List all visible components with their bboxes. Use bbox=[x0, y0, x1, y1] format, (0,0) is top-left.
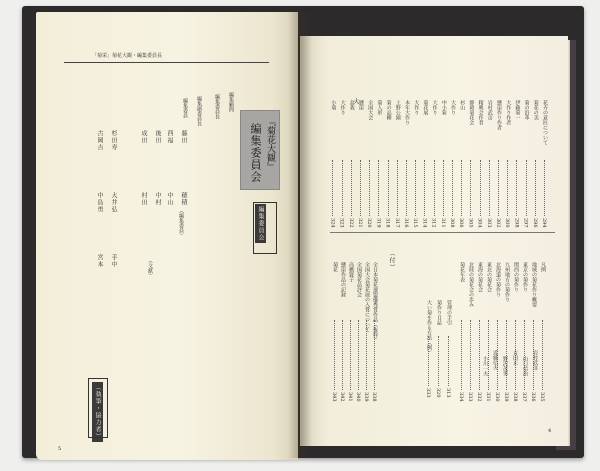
toc-entry-title: 全国大会 bbox=[367, 100, 374, 120]
book-gutter bbox=[288, 12, 312, 458]
toc-leader-dots bbox=[406, 160, 407, 216]
toc-entry-page: 296 bbox=[531, 218, 538, 228]
toc-entry-page: 302 bbox=[495, 218, 501, 228]
toc-leader-dots bbox=[369, 160, 370, 216]
toc-entry-page: 322 bbox=[347, 218, 354, 228]
toc-entry-title: 大作り bbox=[431, 100, 438, 115]
heading-appendix: （付） bbox=[388, 250, 395, 271]
toc-entry-page: 339 bbox=[363, 392, 369, 402]
toc-entry-title: 懸崖作品の記録 bbox=[340, 262, 346, 297]
toc-entry-page: 311 bbox=[439, 218, 446, 228]
toc-author: 岩村武彦 bbox=[532, 350, 538, 370]
column-header: 編集委員長 bbox=[214, 94, 220, 119]
title-brand: 『菊花大観』 bbox=[265, 117, 275, 171]
toc-leader-dots bbox=[480, 160, 481, 216]
committee-label: 編集委員会 bbox=[257, 206, 264, 241]
toc-entry-title: 東北の菊花会 bbox=[486, 262, 492, 292]
toc-entry-page: 323 bbox=[338, 218, 345, 228]
toc-entry-page: 308 bbox=[449, 218, 455, 228]
toc-entry-page: 294 bbox=[541, 218, 547, 228]
staff-name: 成田 bbox=[140, 130, 147, 144]
toc-entry-page: 318 bbox=[384, 218, 391, 228]
staff-name: 中山 bbox=[166, 192, 173, 206]
toc-entry-title: 北海道の菊作り bbox=[495, 262, 501, 297]
other-label: （編集委員） bbox=[178, 208, 184, 238]
toc-entry-page: 331 bbox=[485, 392, 491, 402]
staff-name: 穂積 bbox=[180, 192, 187, 206]
toc-entry-page: 343 bbox=[331, 392, 337, 402]
toc-entry-page: 313 bbox=[445, 388, 451, 398]
staff-name: 宮本 bbox=[96, 254, 103, 268]
toc-leader-dots bbox=[424, 160, 425, 216]
toc-leader-dots bbox=[334, 320, 335, 390]
toc-entry-page: 341 bbox=[347, 392, 353, 402]
toc-entry-page: 333 bbox=[467, 392, 473, 402]
toc-entry-page: 304 bbox=[476, 218, 483, 228]
toc-entry-title: 懸崖 bbox=[358, 100, 364, 110]
toc-entry-page: 319 bbox=[375, 218, 382, 228]
toc-entry-title: 懸崖作り作者 bbox=[496, 100, 502, 130]
toc-leader-dots bbox=[470, 320, 471, 390]
toc-entry-title: 中小菊 bbox=[440, 100, 447, 115]
toc-leader-dots bbox=[535, 160, 536, 216]
toc-entry-title: 小菊 bbox=[330, 100, 337, 110]
toc-leader-dots bbox=[415, 160, 416, 216]
section-rule bbox=[330, 232, 555, 233]
toc-entry-title: 東海の菊花会 bbox=[477, 262, 483, 292]
toc-entry-title: 菊花年表 bbox=[459, 262, 465, 282]
staff-name: 藤田 bbox=[180, 130, 187, 144]
toc-entry-title: 精興会作者 bbox=[477, 100, 484, 125]
toc-leader-dots bbox=[360, 160, 361, 216]
toc-leader-dots bbox=[397, 160, 398, 216]
toc-entry-title: 菊の沿革 bbox=[523, 100, 530, 120]
toc-entry-page: 339 bbox=[503, 392, 509, 402]
toc-entry-page: 342 bbox=[339, 392, 345, 402]
toc-leader-dots bbox=[366, 320, 367, 390]
staff-name: 西福 bbox=[166, 130, 173, 144]
toc-entry-page: 333 bbox=[425, 388, 431, 398]
toc-entry-title: 盆栽 bbox=[348, 100, 355, 110]
toc-entry-page: 336 bbox=[530, 392, 536, 402]
toc-entry-page: 330 bbox=[494, 392, 500, 402]
toc-entry-page: 337 bbox=[521, 392, 527, 402]
toc-entry-title: 菊人形 bbox=[376, 100, 383, 115]
toc-entry-page: 316 bbox=[403, 218, 409, 228]
right-page bbox=[300, 36, 568, 446]
toc-entry-title: 大作り bbox=[413, 100, 420, 115]
staff-name: 中村 bbox=[154, 192, 161, 206]
toc-entry-page: 303 bbox=[485, 218, 492, 228]
toc-leader-dots bbox=[388, 160, 389, 216]
staff-name: 後田 bbox=[154, 130, 161, 144]
column-header: 編集委員 bbox=[182, 98, 188, 118]
toc-entry-page: 324 bbox=[329, 218, 336, 228]
toc-entry-title: 菊作り日誌 bbox=[436, 300, 442, 325]
toc-entry-title: 関西の菊作り bbox=[513, 262, 519, 292]
toc-entry-title: 菊花展 bbox=[422, 100, 429, 115]
toc-entry-page: 335 bbox=[539, 392, 545, 402]
column-header: 編集副委員長 bbox=[196, 96, 202, 126]
toc-entry-title: 全国菊花品評会 bbox=[356, 262, 362, 297]
toc-entry-title: 岩村武彦 bbox=[486, 100, 493, 120]
toc-author: 近藤信夫 bbox=[492, 350, 498, 370]
toc-entry-page: 320 bbox=[435, 388, 441, 398]
other-label2: （文献） bbox=[147, 258, 153, 278]
staff-name: 杉田寿 bbox=[110, 130, 117, 151]
toc-entry-page: 320 bbox=[366, 218, 373, 228]
heading-main: 大 bbox=[352, 98, 359, 105]
title-main: 編集委員会 bbox=[249, 123, 262, 183]
toc-entry-title: 杉山 bbox=[459, 100, 466, 110]
toc-author: 野沢茂男 bbox=[502, 356, 508, 376]
toc-leader-dots bbox=[498, 160, 499, 216]
toc-leader-dots bbox=[488, 320, 489, 390]
toc-entry-page: 338 bbox=[371, 392, 377, 402]
toc-author: 山口信治 bbox=[522, 356, 528, 376]
toc-leader-dots bbox=[434, 160, 435, 216]
staff-name: 村田 bbox=[140, 192, 147, 206]
staff-name: 中島勇 bbox=[96, 192, 103, 213]
left-page-number: 5 bbox=[58, 446, 62, 452]
toc-leader-dots bbox=[358, 320, 359, 390]
toc-leader-dots bbox=[526, 160, 527, 216]
toc-entry-title: 凡例 bbox=[540, 262, 546, 272]
toc-leader-dots bbox=[542, 320, 543, 390]
toc-entry-title: 高橋賢子 bbox=[348, 262, 354, 282]
toc-leader-dots bbox=[378, 160, 379, 216]
toc-leader-dots bbox=[342, 160, 343, 216]
column-header: 編集顧問 bbox=[228, 92, 234, 112]
staff-name: 古岡吉 bbox=[96, 130, 103, 151]
toc-leader-dots bbox=[448, 336, 449, 386]
toc-entry-title: 大作り作者 bbox=[505, 100, 512, 125]
toc-leader-dots bbox=[470, 160, 471, 216]
toc-entry-title: 花卉の意匠について bbox=[542, 100, 548, 145]
toc-leader-dots bbox=[479, 320, 480, 390]
toc-entry-page: 305 bbox=[467, 218, 474, 228]
toc-entry-page: 334 bbox=[458, 392, 464, 402]
toc-leader-dots bbox=[489, 160, 490, 216]
toc-entry-page: 338 bbox=[512, 392, 518, 402]
toc-leader-dots bbox=[544, 160, 545, 216]
toc-leader-dots bbox=[443, 160, 444, 216]
toc-entry-page: 317 bbox=[393, 218, 400, 228]
toc-leader-dots bbox=[516, 160, 517, 216]
toc-leader-dots bbox=[461, 160, 462, 216]
toc-entry-title: 管理の手引 bbox=[446, 300, 452, 325]
toc-leader-dots bbox=[374, 320, 375, 390]
toc-entry-title: 大作り bbox=[450, 100, 456, 115]
toc-entry-title: 菊花の美 bbox=[532, 100, 539, 120]
toc-entry-page: 321 bbox=[357, 218, 363, 228]
running-header: 「菊栄」菊花大観・編集委員長 bbox=[92, 53, 163, 59]
title-box bbox=[240, 110, 280, 190]
toc-entry-page: 314 bbox=[421, 218, 428, 228]
toc-entry-title: 伊藤菊一 bbox=[514, 100, 521, 120]
toc-entry-title: 大い菊を作る方法（例） bbox=[426, 300, 432, 355]
staff-name: 大井弘 bbox=[110, 192, 117, 213]
toc-entry-page: 300 bbox=[504, 218, 511, 228]
toc-leader-dots bbox=[461, 320, 462, 390]
toc-leader-dots bbox=[438, 336, 439, 386]
toc-entry-page: 306 bbox=[458, 218, 465, 228]
toc-entry-title: 地域の菊花作り概要 bbox=[531, 262, 537, 307]
toc-entry-page: 312 bbox=[430, 218, 437, 228]
toc-entry-title: 菊の品種 bbox=[385, 100, 392, 120]
toc-entry-title: 全日本菊花連盟優秀賞作品（抜粋） bbox=[372, 262, 378, 342]
toc-entry-title: 本年大作り bbox=[404, 100, 410, 125]
toc-leader-dots bbox=[332, 160, 333, 216]
toc-leader-dots bbox=[350, 320, 351, 390]
toc-entry-title: 菊花 bbox=[332, 262, 338, 272]
staff-name: 手中 bbox=[110, 254, 117, 268]
right-page-number: 4 bbox=[548, 428, 552, 434]
toc-entry-title: 上野公園 bbox=[394, 100, 401, 120]
toc-author: 小川一夫 bbox=[482, 356, 488, 376]
header-rule bbox=[64, 62, 269, 63]
toc-entry-title: 東京の菊作り bbox=[522, 262, 528, 292]
toc-entry-title: 全国大会菊花展の入賞について bbox=[364, 262, 370, 332]
toc-leader-dots bbox=[507, 160, 508, 216]
toc-author: 吉田正 bbox=[512, 350, 518, 365]
toc-entry-title: 九州地方の菊作り bbox=[504, 262, 510, 302]
toc-leader-dots bbox=[342, 320, 343, 390]
toc-entry-page: 340 bbox=[355, 392, 361, 402]
staff-box-label: （執筆・協力者） bbox=[94, 384, 101, 440]
toc-entry-title: 静岡菊花会 bbox=[468, 100, 475, 125]
toc-leader-dots bbox=[506, 320, 507, 390]
staff-box bbox=[88, 378, 108, 438]
toc-leader-dots bbox=[452, 160, 453, 216]
toc-entry-page: 297 bbox=[522, 218, 529, 228]
toc-entry-page: 315 bbox=[412, 218, 419, 228]
toc-entry-title: 大作り bbox=[339, 100, 346, 115]
toc-entry-title: 北陸の菊花会の歩み bbox=[468, 262, 474, 307]
toc-entry-page: 332 bbox=[476, 392, 482, 402]
toc-entry-page: 298 bbox=[513, 218, 520, 228]
toc-leader-dots bbox=[351, 160, 352, 216]
toc-leader-dots bbox=[428, 336, 429, 386]
